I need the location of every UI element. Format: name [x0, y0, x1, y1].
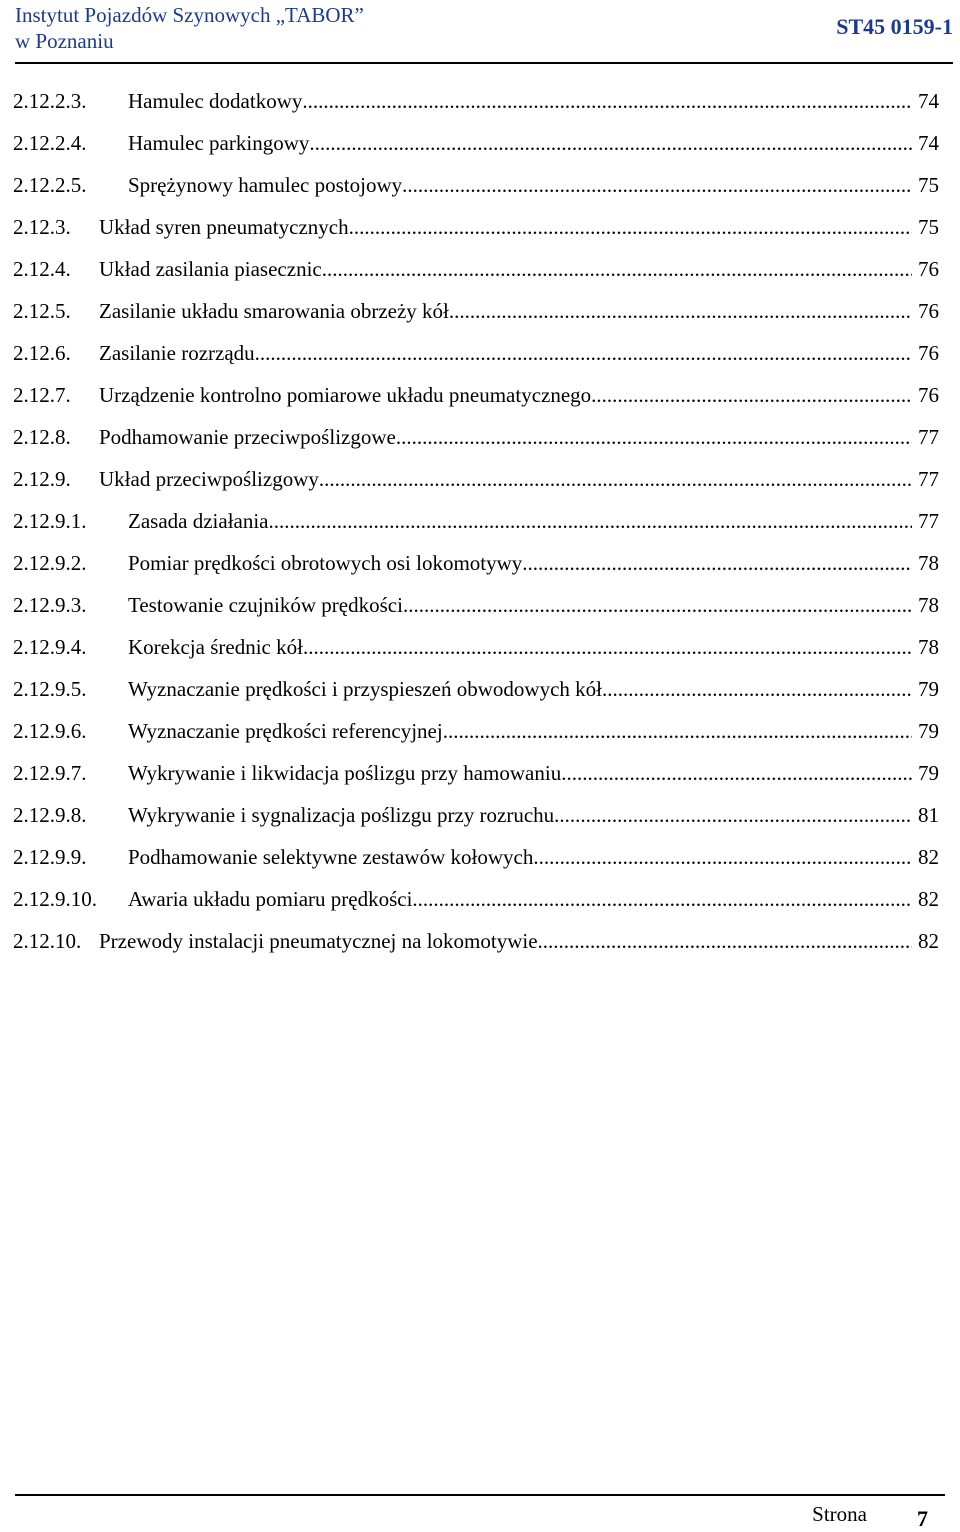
toc-entry-number: 2.12.9.3. — [13, 593, 87, 617]
institute-name — [15, 2, 364, 54]
toc-entry-title: Podhamowanie selektywne zestawów kołowych — [128, 845, 534, 869]
page-label: Strona — [812, 1502, 867, 1526]
toc-dot-leader — [319, 458, 912, 500]
toc-entry-body — [99, 206, 939, 248]
toc-entry-title: Testowanie czujników prędkości — [128, 593, 403, 617]
toc-entry-number: 2.12.9.4. — [13, 635, 87, 659]
document-code: ST45 0159-1 — [836, 14, 953, 39]
toc-entry-page: 78 — [918, 551, 939, 575]
toc-entry-number: 2.12.4. — [13, 257, 71, 281]
toc-dot-leader — [533, 836, 912, 878]
toc-entry-number: 2.12.9.9. — [13, 845, 87, 869]
toc-dot-leader — [322, 248, 912, 290]
toc-entry[interactable] — [13, 458, 939, 500]
toc-entry-page: 77 — [918, 425, 939, 449]
toc-dot-leader — [303, 626, 912, 668]
toc-entry[interactable] — [13, 206, 939, 248]
toc-entry-body — [128, 836, 939, 878]
toc-entry[interactable] — [13, 80, 939, 122]
toc-entry-page: 78 — [918, 635, 939, 659]
toc-entry[interactable] — [13, 794, 939, 836]
toc-entry[interactable] — [13, 374, 939, 416]
toc-entry-body — [128, 794, 939, 836]
toc-entry-title: Wyznaczanie prędkości referencyjnej — [128, 719, 443, 743]
toc-entry-page: 76 — [918, 383, 939, 407]
toc-entry-title: Hamulec dodatkowy — [128, 89, 303, 113]
toc-entry[interactable] — [13, 332, 939, 374]
toc-entry-body — [128, 668, 939, 710]
page-number: 7 — [917, 1506, 928, 1531]
toc-entry-page: 74 — [918, 89, 939, 113]
toc-entry-body — [99, 290, 939, 332]
toc-entry-body — [128, 80, 939, 122]
toc-entry-number: 2.12.2.5. — [13, 173, 87, 197]
toc-entry-title: Układ przeciwpoślizgowy — [99, 467, 319, 491]
toc-entry-number: 2.12.2.3. — [13, 89, 87, 113]
toc-entry-body — [128, 710, 939, 752]
page-footer — [15, 1494, 945, 1531]
toc-entry-page: 76 — [918, 341, 939, 365]
toc-entry-title: Korekcja średnic kół — [128, 635, 303, 659]
toc-entry-number: 2.12.6. — [13, 341, 71, 365]
toc-entry-title: Hamulec parkingowy — [128, 131, 310, 155]
toc-dot-leader — [396, 416, 912, 458]
toc-entry[interactable] — [13, 248, 939, 290]
toc-entry-body — [128, 542, 939, 584]
toc-entry-title: Wyznaczanie prędkości i przyspieszeń obwodowych kół — [128, 677, 602, 701]
toc-entry-page: 82 — [918, 929, 939, 953]
toc-entry-page: 82 — [918, 887, 939, 911]
toc-entry-page: 74 — [918, 131, 939, 155]
toc-entry-number: 2.12.9.1. — [13, 509, 87, 533]
toc-dot-leader — [561, 752, 912, 794]
toc-entry-body — [128, 626, 939, 668]
toc-dot-leader — [449, 290, 912, 332]
toc-entry-number: 2.12.9.7. — [13, 761, 87, 785]
toc-entry[interactable] — [13, 542, 939, 584]
toc-entry[interactable] — [13, 290, 939, 332]
toc-entry-body — [128, 122, 939, 164]
toc-entry[interactable] — [13, 752, 939, 794]
toc-entry-number: 2.12.9.8. — [13, 803, 87, 827]
toc-entry-page: 76 — [918, 299, 939, 323]
toc-entry-body — [99, 332, 939, 374]
toc-entry-number: 2.12.9.10. — [13, 887, 97, 911]
toc-dot-leader — [538, 920, 912, 962]
toc-entry-body — [128, 164, 939, 206]
toc-entry-page: 75 — [918, 173, 939, 197]
toc-dot-leader — [554, 794, 912, 836]
toc-entry-body — [128, 878, 939, 920]
toc-entry-number: 2.12.9.5. — [13, 677, 87, 701]
toc-dot-leader — [269, 500, 913, 542]
toc-entry-body — [128, 500, 939, 542]
toc-entry-page: 79 — [918, 761, 939, 785]
toc-entry[interactable] — [13, 164, 939, 206]
toc-entry-number: 2.12.7. — [13, 383, 71, 407]
toc-entry-number: 2.12.9.6. — [13, 719, 87, 743]
toc-entry-title: Podhamowanie przeciwpoślizgowe — [99, 425, 396, 449]
toc-entry-number: 2.12.2.4. — [13, 131, 87, 155]
toc-dot-leader — [602, 668, 912, 710]
toc-entry-title: Sprężynowy hamulec postojowy — [128, 173, 403, 197]
toc-entry-title: Zasilanie rozrządu — [99, 341, 255, 365]
toc-entry[interactable] — [13, 710, 939, 752]
toc-entry[interactable] — [13, 584, 939, 626]
toc-dot-leader — [302, 80, 912, 122]
toc-entry-body — [99, 374, 939, 416]
toc-entry-page: 81 — [918, 803, 939, 827]
toc-entry[interactable] — [13, 416, 939, 458]
toc-entry-page: 75 — [918, 215, 939, 239]
toc-entry-title: Pomiar prędkości obrotowych osi lokomotywy — [128, 551, 523, 575]
toc-entry-body — [99, 458, 939, 500]
toc-entry-title: Układ syren pneumatycznych — [99, 215, 349, 239]
toc-dot-leader — [403, 584, 912, 626]
toc-entry-body — [99, 248, 939, 290]
toc-entry-body — [99, 416, 939, 458]
toc-entry-number: 2.12.9. — [13, 467, 71, 491]
toc-dot-leader — [412, 878, 912, 920]
toc-entry-number: 2.12.9.2. — [13, 551, 87, 575]
toc-entry-number: 2.12.8. — [13, 425, 71, 449]
toc-entry-title: Wykrywanie i likwidacja poślizgu przy hamowaniu — [128, 761, 562, 785]
toc-dot-leader — [309, 122, 912, 164]
toc-dot-leader — [591, 374, 912, 416]
toc-entry-page: 78 — [918, 593, 939, 617]
toc-dot-leader — [522, 542, 912, 584]
toc-entry[interactable] — [13, 626, 939, 668]
toc-entry[interactable] — [13, 836, 939, 878]
toc-entry[interactable] — [13, 122, 939, 164]
institute-name-line1: Instytut Pojazdów Szynowych „TABOR” — [15, 3, 364, 27]
toc-entry-number: 2.12.3. — [13, 215, 71, 239]
toc-entry[interactable] — [13, 878, 939, 920]
toc-entry[interactable] — [13, 668, 939, 710]
toc-entry[interactable] — [13, 920, 939, 962]
toc-entry-page: 76 — [918, 257, 939, 281]
toc-entry-body — [99, 920, 939, 962]
toc-entry-page: 77 — [918, 509, 939, 533]
institute-name-line2: w Poznaniu — [15, 29, 114, 53]
toc-entry[interactable] — [13, 500, 939, 542]
toc-entry-body — [128, 584, 939, 626]
toc-dot-leader — [349, 206, 912, 248]
toc-entry-body — [128, 752, 939, 794]
toc-entry-page: 79 — [918, 677, 939, 701]
table-of-contents — [13, 80, 939, 962]
toc-dot-leader — [402, 164, 912, 206]
toc-entry-title: Awaria układu pomiaru prędkości — [128, 887, 413, 911]
toc-entry-number: 2.12.10. — [13, 929, 82, 953]
toc-entry-title: Zasada działania — [128, 509, 269, 533]
toc-dot-leader — [255, 332, 912, 374]
toc-entry-title: Zasilanie układu smarowania obrzeży kół — [99, 299, 449, 323]
toc-entry-title: Wykrywanie i sygnalizacja poślizgu przy rozruchu — [128, 803, 555, 827]
toc-entry-page: 82 — [918, 845, 939, 869]
toc-dot-leader — [443, 710, 912, 752]
page-header — [15, 0, 953, 64]
toc-entry-page: 77 — [918, 467, 939, 491]
toc-entry-page: 79 — [918, 719, 939, 743]
toc-entry-title: Układ zasilania piasecznic — [99, 257, 322, 281]
toc-entry-number: 2.12.5. — [13, 299, 71, 323]
toc-entry-title: Urządzenie kontrolno pomiarowe układu pneumatycznego — [99, 383, 592, 407]
toc-entry-title: Przewody instalacji pneumatycznej na lokomotywie — [99, 929, 538, 953]
